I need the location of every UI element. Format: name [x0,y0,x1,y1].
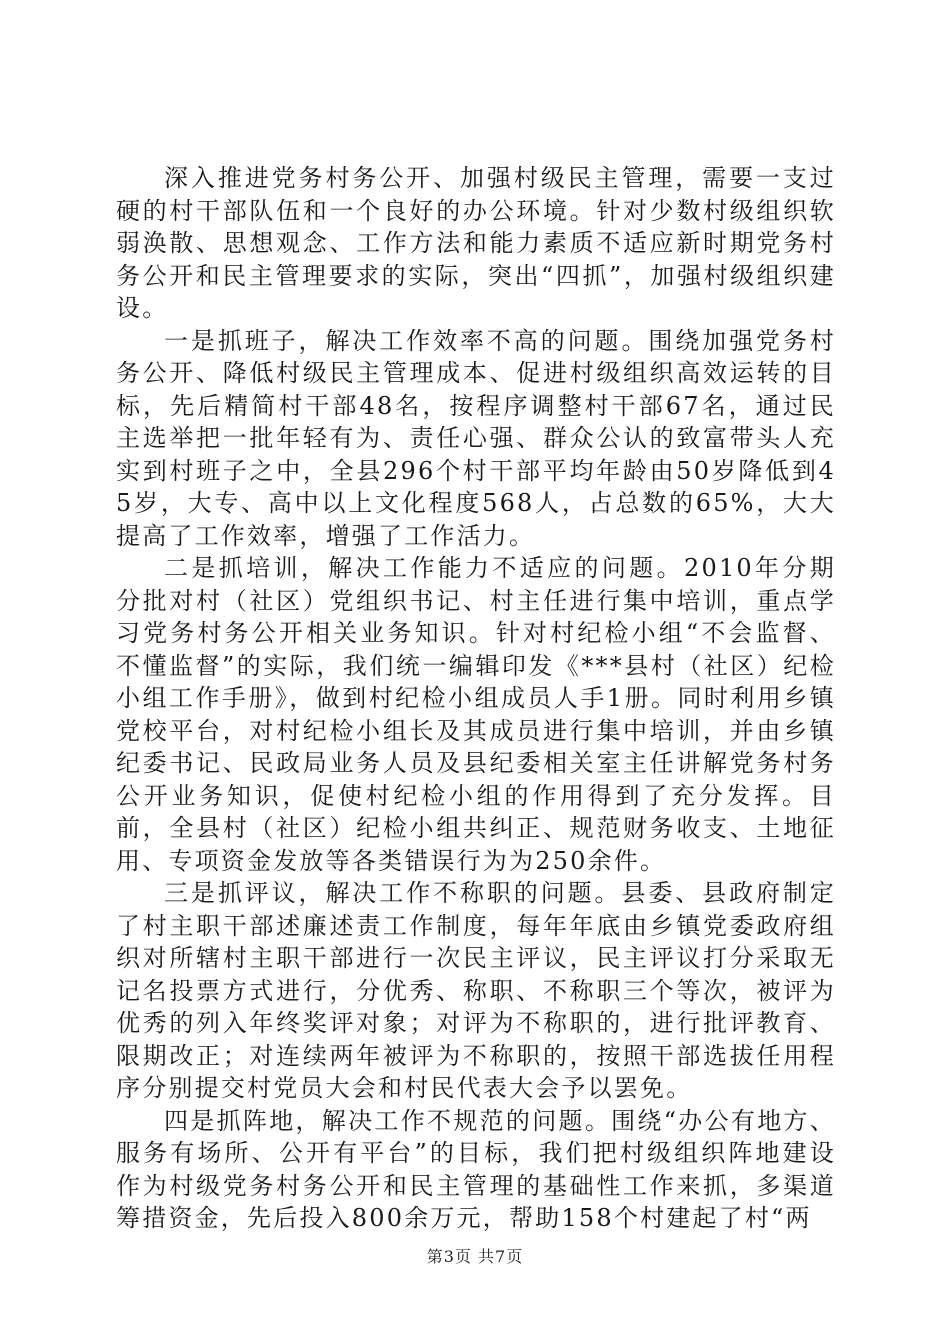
paragraph-point-four: 四是抓阵地，解决工作不规范的问题。围绕“办公有地方、服务有场所、公开有平台”的目标，我们把村级组织阵地建设作为村级党务村务公开和民主管理的基础性工作来抓，多渠道筹措资金，先后投入800余万元，帮助158个村建起了村“两 [116,1106,836,1232]
document-body [116,162,836,1235]
paragraph-point-three: 三是抓评议，解决工作不称职的问题。县委、县政府制定了村主职干部述廉述责工作制度，每年年底由乡镇党委政府组织对所辖村主职干部进行一次民主评议，民主评议打分采取无记名投票方式进行，分优秀、称职、不称职三个等次，被评为优秀的列入年终奖评对象；对评为不称职的，进行批评教育、限期改正；对连续两年被评为不称职的，按照干部选拔任用程序分别提交村党员大会和村民代表大会予以罢免。 [116,879,836,1102]
paragraph-point-one: 一是抓班子，解决工作效率不高的问题。围绕加强党务村务公开、降低村级民主管理成本、促进村级组织高效运转的目标，先后精简村干部48名，按程序调整村干部67名，通过民主选举把一批年轻有为、责任心强、群众公认的致富带头人充实到村班子之中，全县296个村干部平均年龄由50岁降低到45岁，大专、高中以上文化程度568人，占总数的65%，大大提高了工作效率，增强了工作活力。 [116,326,836,550]
paragraph-point-two: 二是抓培训，解决工作能力不适应的问题。2010年分期分批对村（社区）党组织书记、村主任进行集中培训，重点学习党务村务公开相关业务知识。针对村纪检小组“不会监督、不懂监督”的实际，我们统一编辑印发《***县村（社区）纪检小组工作手册》，做到村纪检小组成员人手1册。同时利用乡镇党校平台，对村纪检小组长及其成员进行集中培训，并由乡镇纪委书记、民政局业务人员及县纪委相关室主任讲解党务村务公开业务知识，促使村纪检小组的作用得到了充分发挥。目前，全县村（社区）纪检小组共纠正、规范财务收支、土地征用、专项资金发放等各类错误行为为250余件。 [116,554,836,875]
page-footer: 第3页 共7页 [426,1247,524,1266]
paragraph-intro: 深入推进党务村务公开、加强村级民主管理，需要一支过硬的村干部队伍和一个良好的办公环境。针对少数村级组织软弱涣散、思想观念、工作方法和能力素质不适应新时期党务村务公开和民主管理要求的实际，突出“四抓”，加强村级组织建设。 [116,164,836,322]
